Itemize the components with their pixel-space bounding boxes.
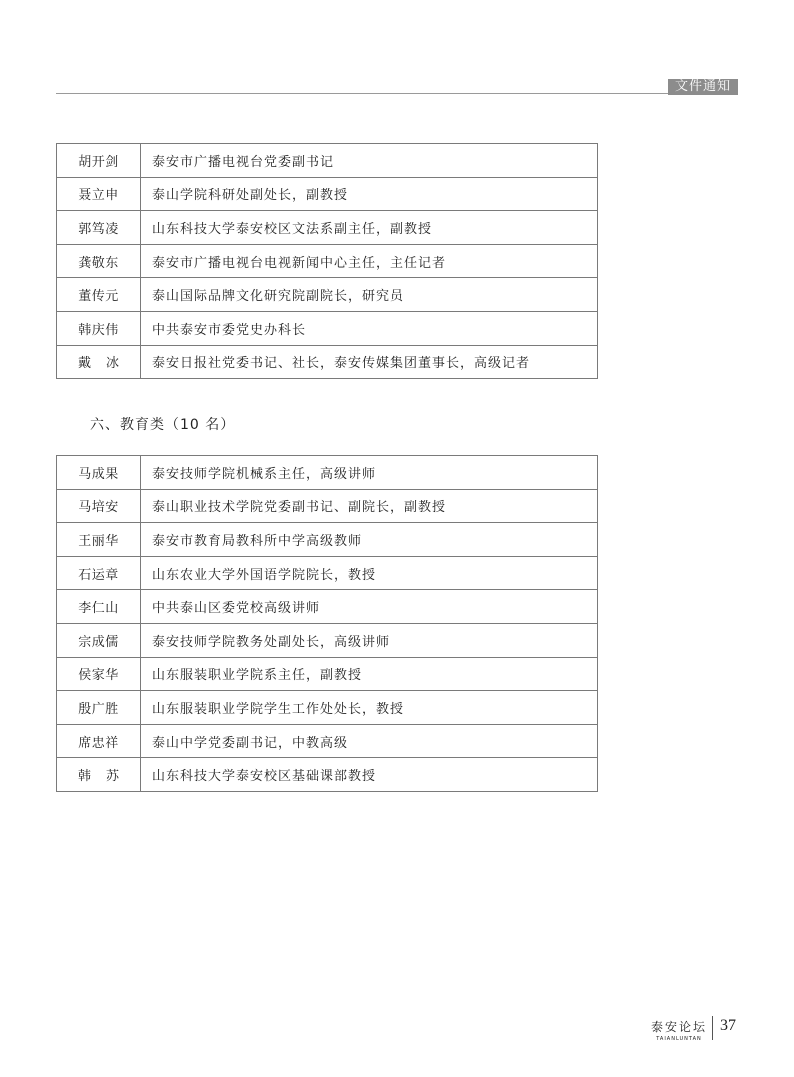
section-heading-education: 六、教育类（10 名） [90, 417, 236, 433]
person-title: 泰安市广播电视台电视新闻中心主任，主任记者 [141, 244, 598, 278]
person-name: 韩苏 [57, 758, 141, 792]
person-title: 泰山职业技术学院党委副书记、副院长，副教授 [141, 489, 598, 523]
person-title: 山东科技大学泰安校区文法系副主任，副教授 [141, 211, 598, 245]
person-name: 郭笃凌 [57, 211, 141, 245]
table-row [57, 590, 598, 624]
person-title: 山东农业大学外国语学院院长，教授 [141, 556, 598, 590]
person-name: 石运章 [57, 556, 141, 590]
footer-journal-name [651, 1018, 707, 1042]
person-title: 泰山学院科研处副处长，副教授 [141, 177, 598, 211]
person-name: 马成果 [57, 456, 141, 490]
page-number: 37 [720, 1017, 736, 1034]
person-title: 泰安市教育局教科所中学高级教师 [141, 523, 598, 557]
section-label: 文件通知 [668, 79, 738, 95]
table-row [57, 523, 598, 557]
person-name: 董传元 [57, 278, 141, 312]
table-row [57, 556, 598, 590]
person-title: 泰山国际品牌文化研究院副院长，研究员 [141, 278, 598, 312]
person-name: 戴冰 [57, 345, 141, 379]
person-name: 韩庆伟 [57, 311, 141, 345]
person-title: 山东科技大学泰安校区基础课部教授 [141, 758, 598, 792]
roster-table-education [56, 455, 598, 792]
table-row [57, 211, 598, 245]
person-title: 中共泰安市委党史办科长 [141, 311, 598, 345]
table-row [57, 623, 598, 657]
table-row [57, 456, 598, 490]
roster-table-media [56, 143, 598, 379]
table-row [57, 144, 598, 178]
person-title: 泰安技师学院教务处副处长，高级讲师 [141, 623, 598, 657]
journal-name-en: TAIANLUNTAN [656, 1036, 702, 1042]
person-name: 李仁山 [57, 590, 141, 624]
table-row [57, 724, 598, 758]
person-title: 泰安技师学院机械系主任，高级讲师 [141, 456, 598, 490]
journal-name-cn: 泰安论坛 [651, 1020, 708, 1034]
person-title: 泰山中学党委副书记，中教高级 [141, 724, 598, 758]
person-title: 山东服装职业学院系主任，副教授 [141, 657, 598, 691]
person-title: 山东服装职业学院学生工作处处长，教授 [141, 691, 598, 725]
table-row [57, 489, 598, 523]
person-name: 龚敬东 [57, 244, 141, 278]
person-name: 席忠祥 [57, 724, 141, 758]
header-rule [56, 93, 668, 94]
table-row [57, 311, 598, 345]
person-title: 泰安日报社党委书记、社长，泰安传媒集团董事长，高级记者 [141, 345, 598, 379]
table-row [57, 758, 598, 792]
table-row [57, 691, 598, 725]
person-name: 马培安 [57, 489, 141, 523]
person-name: 王丽华 [57, 523, 141, 557]
footer-divider [712, 1016, 713, 1040]
table-row [57, 345, 598, 379]
person-name: 聂立申 [57, 177, 141, 211]
person-name: 殷广胜 [57, 691, 141, 725]
person-title: 泰安市广播电视台党委副书记 [141, 144, 598, 178]
table-row [57, 244, 598, 278]
person-name: 胡开剑 [57, 144, 141, 178]
table-row [57, 657, 598, 691]
table-row [57, 177, 598, 211]
table-row [57, 278, 598, 312]
person-name: 宗成儒 [57, 623, 141, 657]
person-title: 中共泰山区委党校高级讲师 [141, 590, 598, 624]
person-name: 侯家华 [57, 657, 141, 691]
